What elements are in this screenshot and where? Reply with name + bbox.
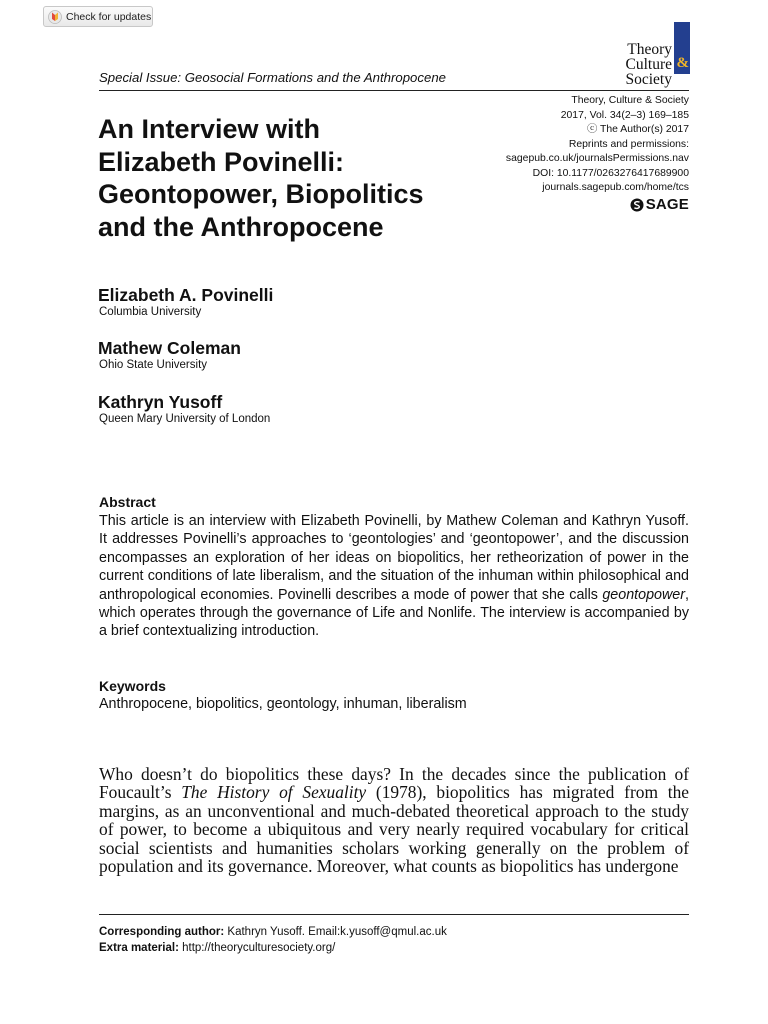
extra-material [99, 940, 447, 956]
logo-line-society: Society [625, 71, 672, 88]
article-title: An Interview with Elizabeth Povinelli: Geontopower, Biopolitics and the Anthropocene [98, 114, 424, 242]
abstract-text-part2: , which operates through the governance of Life and Nonlife. The interview is accompanied by a brief contextualizing introduction. [99, 586, 689, 640]
abstract-text-part1: This article is an interview with Elizabeth Povinelli, by Mathew Coleman and Kathryn Yusoff. It addresses Povinelli’s approaches to ‘geontologies’ and ‘geontopower’, and the discussion encompasses an exploration of her ideas on biopolitics, her retheorization of power in the current conditions of late liberalism, and the situation of the inhuman within philosophical and anthropological economies. Povinelli describes a mode of power that she calls [99, 513, 689, 603]
author-name-povinelli: Elizabeth A. Povinelli [98, 285, 274, 305]
logo-ampersand: & [676, 55, 689, 71]
check-for-updates-icon [48, 10, 62, 24]
journal-meta [506, 94, 689, 196]
body-paragraph [99, 765, 689, 875]
sage-logo-text: SAGE [645, 196, 689, 213]
body-text-part1: Who doesn’t do biopolitics these days? In the decades since the publication of Foucault’s [99, 764, 689, 803]
check-for-updates-label: Check for updates [66, 10, 152, 23]
corresponding-author-value[interactable]: Kathryn Yusoff. Email:k.yusoff@qmul.ac.uk [224, 926, 447, 938]
header-rule [99, 90, 689, 91]
author-affiliation-povinelli: Columbia University [99, 306, 202, 318]
meta-reprints: Reprints and permissions: [568, 138, 689, 150]
logo-line-theory: Theory [627, 41, 672, 58]
sage-logo [630, 196, 689, 213]
abstract-heading: Abstract [99, 494, 156, 510]
sage-logo-icon [630, 198, 644, 212]
meta-copyright: ⓒ The Author(s) 2017 [586, 124, 689, 135]
meta-volume: 2017, Vol. 34(2–3) 169–185 [560, 109, 689, 121]
abstract-text [99, 512, 689, 641]
meta-journal: Theory, Culture & Society [571, 95, 689, 106]
extra-material-link[interactable]: http://theoryculturesociety.org/ [178, 942, 336, 954]
corresponding-author [99, 924, 447, 940]
keywords-heading: Keywords [99, 678, 166, 694]
author-name-coleman: Mathew Coleman [98, 338, 241, 358]
author-affiliation-coleman: Ohio State University [99, 359, 208, 371]
logo-line-culture: Culture [625, 56, 672, 73]
author-name-yusoff: Kathryn Yusoff [98, 392, 223, 412]
meta-journal-link[interactable]: journals.sagepub.com/home/tcs [542, 182, 689, 193]
keywords-text: Anthropocene, biopolitics, geontology, inhuman, liberalism [99, 696, 467, 712]
corresponding-author-label: Corresponding author: [99, 926, 225, 938]
extra-material-label: Extra material: [99, 942, 179, 954]
check-for-updates-button[interactable] [43, 6, 153, 27]
meta-doi[interactable]: DOI: 10.1177/0263276417689900 [532, 167, 689, 179]
footer-rule [99, 914, 689, 915]
abstract-emphasis: geontopower [602, 586, 686, 603]
book-title: The History of Sexuality [181, 782, 367, 803]
meta-permissions-link[interactable]: sagepub.co.uk/journalsPermissions.nav [505, 153, 689, 164]
footnotes [99, 924, 447, 956]
body-text-part2: (1978), biopolitics has migrated from the margins, as an unconventional and much-debated theoretical approach to the study of power, to become a ubiquitous and very nearly required vocabulary for critical social scientists and humanities scholars working generally on the problem of population and its governance. Moreover, what counts as biopolitics has undergone [99, 782, 689, 877]
journal-logo [570, 22, 690, 86]
author-affiliation-yusoff: Queen Mary University of London [99, 413, 271, 425]
special-issue-label: Special Issue: Geosocial Formations and the Anthropocene [99, 70, 446, 85]
